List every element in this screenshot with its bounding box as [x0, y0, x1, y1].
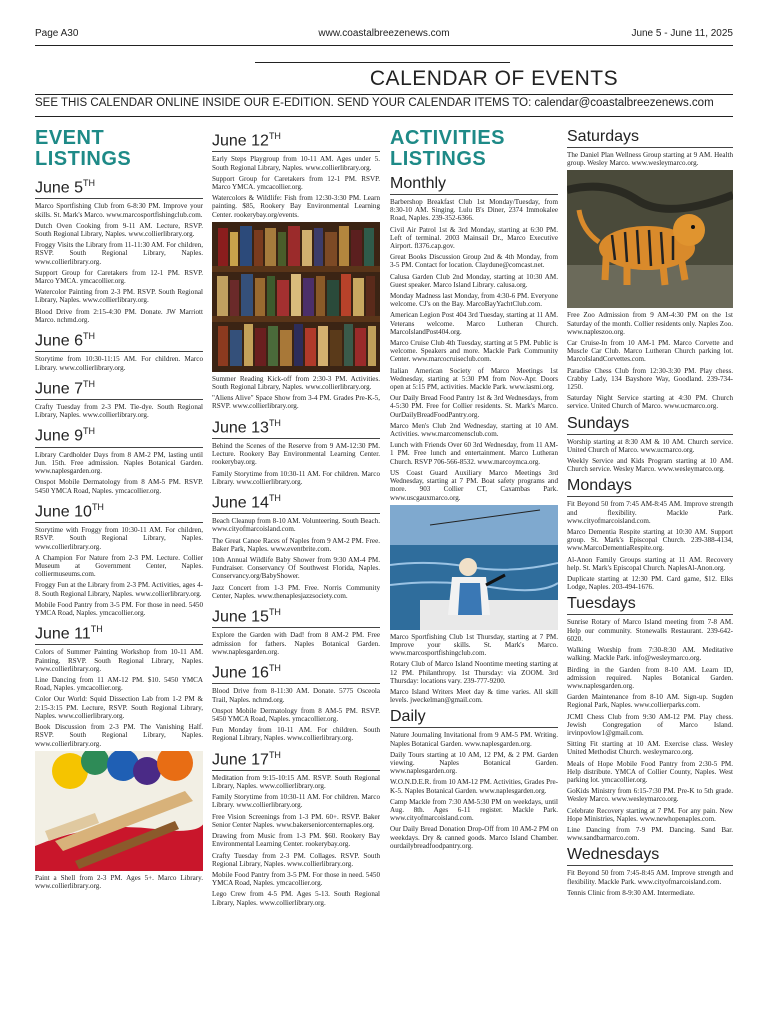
event-listings-heading: EVENT LISTINGS: [35, 127, 132, 170]
activity-item: Car Cruise-In from 10 AM-1 PM. Marco Corvette and Muscle Car Club. Marco Lutheran Church parking lot. MarcoIslandCorvettes.com.: [567, 339, 733, 364]
activity-item: Marco Men's Club 2nd Wednesday, starting at 10 AM. Activities. www.marcomensclub.com.: [390, 421, 558, 439]
tuesdays-heading: Tuesdays: [567, 594, 733, 615]
event-item: A Champion For Nature from 2-3 PM. Lecture. Collier Museum at Government Center, Naples. colliermuseums.com.: [35, 553, 203, 579]
activity-item: Marco Dementia Respite starting at 10:30 AM. Support group. St. Mark's Episcopal Church. 239-388-4134, www.MarcoDementiaRespite.org.: [567, 528, 733, 553]
event-item: 10th Annual Wildlife Baby Shower from 9:30 AM-4 PM. Fundraiser. Conservancy Of Southwest Florida, Naples. Conservancy.org/BabyShower.: [212, 556, 380, 581]
day-heading: June 6TH: [35, 327, 203, 352]
day-heading: June 7TH: [35, 375, 203, 400]
event-item: Dutch Oven Cooking from 9-11 AM. Lecture, RSVP. South Regional Library, Naples. www.collierlibrary.org.: [35, 221, 203, 238]
header-rule: [35, 45, 733, 46]
event-item: Book Discussion from 2-3 PM. The Vanishing Half. RSVP. South Regional Library, Naples. www.collierlibrary.org.: [35, 723, 203, 748]
event-item: Mobile Food Pantry from 3-5 PM. For those in need. 5450 YMCA Road, Naples. ymcacollier.org.: [212, 870, 380, 888]
event-item: Explore the Garden with Dad! from 8 AM-2 PM. Free admission for fathers. Naples Botanical Garden. www.naplesgarden.org.: [212, 631, 380, 656]
event-item: Color Our World: Squid Dissection Lab from 1-2 PM & 2:15-3:15 PM. Lecture, RSVP. South Regional Library, Naples. www.collierlibrary.org.: [35, 695, 203, 720]
event-item: Support Group for Caretakers from 12-1 PM. RSVP. Marco YMCA. ymcacollier.org.: [212, 174, 380, 191]
mondays-heading: Mondays: [567, 476, 733, 497]
activities-listings-heading: ACTIVITIES LISTINGS: [390, 127, 506, 170]
day-heading: June 14TH: [212, 489, 380, 514]
activity-item: US Coast Guard Auxiliary Marco Meetings 3rd Wednesday, starting at 7 PM. Boat safety programs and more. 903 Collier CT, Caxambas Park. www.uscgauxmarco.org.: [390, 468, 558, 502]
activity-item: Marco Cruise Club 4th Tuesday, starting at 5 PM. Public is welcome. Speakers and more. Mackle Park Community Center. www.marcocruiseclub.com.: [390, 339, 558, 364]
daily-heading: Daily: [390, 707, 558, 728]
activity-item: Al-Anon Family Groups starting at 11 AM. Recovery help. St. Mark's Episcopal Church. NaplesAl-Anon.org.: [567, 555, 733, 572]
event-item: The Great Canoe Races of Naples from 9 AM-2 PM. Free. Baker Park, Naples. www.eventbrite.com.: [212, 536, 380, 553]
event-item: Storytime with Froggy from 10:30-11 AM. For children, RSVP. South Regional Library, Naples. www.collierlibrary.org.: [35, 526, 203, 551]
event-item: Watercolors & Wildlife: Fish from 12:30-3:30 PM. Learn painting. $85, Rookery Bay Environmental Learning Center. rookerybay.org/events.: [212, 194, 380, 219]
event-item: Froggy Fun at the Library from 2-3 PM. Activities, ages 4-8. South Regional Library, Naples. www.collierlibrary.org.: [35, 581, 203, 598]
monthly-heading: Monthly: [390, 174, 558, 195]
title-rule-top: [255, 62, 510, 63]
activity-item: Line Dancing from 7-9 PM. Dancing. Sand Bar. www.sandbarmarco.com.: [567, 825, 733, 843]
activity-item: Civil Air Patrol 1st & 3rd Monday, starting at 6:30 PM. Left of terminal. 2003 Mainsail Dr., Marco Executive Airport. fl376.cap.gov.: [390, 225, 558, 251]
activity-item: Sunrise Rotary of Marco Island meeting from 7-8 AM. Help our community. Stonewalls Restaurant. 239-642-6020.: [567, 618, 733, 643]
summer-reading-caption: Summer Reading Kick-off from 2:30-3 PM. Activities. South Regional Library, Naples. www.collierlibrary.org.: [212, 374, 380, 391]
june-12-17-column: [212, 125, 380, 1014]
event-item: Crafty Tuesday from 2-3 PM. Tie-dye. South Regional Library, Naples. www.collierlibrary.org.: [35, 403, 203, 420]
activity-item: Daily Tours starting at 10 AM, 12 PM, & 2 PM. Garden viewing. Naples Botanical Garden. www.naplesgarden.org.: [390, 750, 558, 776]
event-item: Blood Drive from 8-11:30 AM. Donate. 5775 Osceola Trail, Naples. nchmd.org.: [212, 687, 380, 704]
activity-item: Lunch with Friends Over 60 3rd Wednesday, from 11 AM-1 PM. Free lunch and entertainment. Marco Lutheran Church. RSVP 706-566-8532. www.marcoymca.org.: [390, 441, 558, 466]
subtitle-rule: [35, 116, 733, 117]
page-subtitle: SEE THIS CALENDAR ONLINE INSIDE OUR E-EDITION. SEND YOUR CALENDAR ITEMS TO: calendar@coastalbreezenews.com: [35, 97, 714, 109]
activity-item: Nature Journaling Invitational from 9 AM-5 PM. Writing. Naples Botanical Garden. www.naplesgarden.org.: [390, 731, 558, 748]
day-heading: June 5TH: [35, 174, 203, 199]
activity-item: Our Daily Bread Donation Drop-Off from 10 AM-2 PM on weekdays. Dry & canned goods. Marco Island Chamber. ourdailybreadfoodpantry.org.: [390, 825, 558, 850]
event-item: Colors of Summer Painting Workshop from 10-11 AM. Painting. RSVP. South Regional Library, Naples. www.collierlibrary.org.: [35, 648, 203, 673]
activity-item: Monday Madness last Monday, from 4:30-6 PM. Everyone welcome. CJ's on the Bay. MarcoBayYachtClub.com.: [390, 292, 558, 309]
activity-item: The Daniel Plan Wellness Group starting at 9 AM. Health group. Wesley Marco. www.wesleymarco.org.: [567, 151, 733, 168]
wednesdays-heading: Wednesdays: [567, 845, 733, 866]
event-item: Meditation from 9:15-10:15 AM. RSVP. South Regional Library, Naples. www.collierlibrary.org.: [212, 773, 380, 791]
event-item: Lego Crew from 4-5 PM. Ages 5-13. South Regional Library, Naples. www.collierlibrary.org.: [212, 890, 380, 907]
activity-item: GoKids Ministry from 6:15-7:30 PM. Pre-K to 5th grade. Wesley Marco. www.wesleymarco.org.: [567, 787, 733, 804]
site-url[interactable]: www.coastalbreezenews.com: [318, 28, 450, 39]
event-item: Crafty Tuesday from 2-3 PM. Collages. RSVP. South Regional Library, Naples. www.collierlibrary.org.: [212, 851, 380, 868]
bookshelf-photo: [212, 222, 380, 372]
zoo-caption: Free Zoo Admission from 9 AM-4:30 PM on the 1st Saturday of the month. Collier residents only. Naples Zoo. www.napleszoo.org.: [567, 311, 733, 336]
activity-item: Tennis Clinic from 8-9:30 AM. Intermediate.: [567, 888, 695, 897]
activity-item: Celebrate Recovery starting at 7 PM. For any pain. New Hope Ministries, Naples. www.newhopenaples.com.: [567, 806, 733, 823]
activity-item: Marco Island Writers Meet day & time varies. All skill levels. jweckelman@gmail.com.: [390, 687, 558, 705]
day-heading: June 12TH: [212, 127, 380, 152]
activity-item: Our Daily Bread Food Pantry 1st & 3rd Wednesdays, from 4-5:30 PM. Free for Collier residents. St. Mark's Marco. OurDailyBreadFoodPantry.org.: [390, 394, 558, 419]
activity-item: Paradise Chess Club from 12:30-3:30 PM. Play chess. Crabby Lady, 134 Bayshore Way, Goodland. 239-734-1250.: [567, 366, 733, 392]
event-item: Family Storytime from 10:30-11 AM. For children. Marco Library. www.collierlibrary.org.: [212, 469, 380, 486]
event-item: Beach Cleanup from 8-10 AM. Volunteering. South Beach. www.cityofmarcoisland.com.: [212, 517, 380, 534]
weekly-column: [567, 125, 733, 1014]
day-heading: June 9TH: [35, 422, 203, 447]
page-header: [35, 28, 733, 44]
activity-item: Duplicate starting at 12:30 PM. Card game, $12. Elks Lodge, Naples. 203-494-1676.: [567, 575, 733, 592]
page-number: Page A30: [35, 28, 79, 39]
event-item: Early Steps Playgroup from 10-11 AM. Ages under 5. South Regional Library, Naples. www.collierlibrary.org.: [212, 155, 380, 172]
day-heading: June 15TH: [212, 603, 380, 628]
activity-item: Fit Beyond 50 from 7:45 AM-8:45 AM. Improve strength and flexibility. Mackle Park. www.cityofmarcoisland.com.: [567, 500, 733, 525]
event-item: Froggy Visits the Library from 11-11:30 AM. For children, RSVP. South Regional Library, Naples. www.collierlibrary.org.: [35, 241, 203, 266]
paintbrush-photo: [35, 751, 203, 871]
event-item: Jazz Concert from 1-3 PM. Free. Norris Community Center, Naples. www.thenaplesjazzsociety.com.: [212, 583, 380, 600]
activity-item: Worship starting at 8:30 AM & 10 AM. Church service. United Church of Marco. www.ucmarco.org.: [567, 437, 733, 454]
event-item: Drawing from Music from 1-3 PM. $60. Rookery Bay Environmental Learning Center. rookerybay.org.: [212, 832, 380, 849]
day-heading: June 11TH: [35, 620, 203, 645]
activities-column: [390, 125, 558, 1014]
activity-item: Rotary Club of Marco Island Noontime meeting starting at 12 PM. Philanthropy. 1st Thursday: via ZOOM. 3rd Thursday: locations vary. 239-777-9200.: [390, 660, 558, 685]
event-item: Support Group for Caretakers from 12-1 PM. RSVP. Marco YMCA. ymcacollier.org.: [35, 268, 203, 285]
activity-item: Weekly Service and Kids Program starting at 10 AM. Church service. Wesley Marco. www.wesleymarco.org.: [567, 457, 733, 474]
activity-item: Sitting Fit starting at 10 AM. Exercise class. Wesley United Methodist Church. wesleymarco.org.: [567, 740, 733, 757]
event-listings-column: [35, 125, 203, 1014]
sundays-heading: Sundays: [567, 414, 733, 435]
activity-item: Fit Beyond 50 from 7:45-8:45 AM. Improve strength and flexibility. Mackle Park. www.cityofmarcoisland.com.: [567, 869, 733, 886]
event-item: Storytime from 10:30-11:15 AM. For children. Marco Library. www.collierlibrary.org.: [35, 355, 203, 372]
event-item: Onspot Mobile Dermatology from 8 AM-5 PM. RSVP. 5450 YMCA Road, Naples. ymcacollier.org.: [212, 706, 380, 723]
title-rule-bottom: [35, 94, 733, 95]
event-item: Free Vision Screenings from 1-3 PM. 60+. RSVP. Baker Senior Center Naples. www.bakerseniorcenternaples.org.: [212, 812, 380, 829]
activity-item: Birding in the Garden from 8-10 AM. Learn ID, admission required. Naples Botanical Garden. www.naplesgarden.org.: [567, 665, 733, 690]
fishing-photo: [390, 505, 558, 630]
event-item: Marco Sportfishing Club from 6-8:30 PM. Improve your skills. St. Mark's Marco. www.marcosportfishingclub.com.: [35, 202, 203, 219]
activity-item: Great Books Discussion Group 2nd & 4th Monday, from 3-5 PM. Contact for location. Claydune@comcast.net.: [390, 253, 558, 270]
event-item: Watercolor Painting from 2-3 PM. RSVP. South Regional Library, Naples. www.collierlibrary.org.: [35, 288, 203, 305]
paint-shell-caption: Paint a Shell from 2-3 PM. Ages 5+. Marco Library. www.collierlibrary.org.: [35, 873, 203, 890]
event-item: Family Storytime from 10:30-11 AM. For children. Marco Library. www.collierlibrary.org.: [212, 793, 380, 810]
event-item: Fun Monday from 10-11 AM. For children. South Regional Library, Naples. www.collierlibrary.org.: [212, 726, 380, 743]
event-item: Onspot Mobile Dermatology from 8 AM-5 PM. RSVP. 5450 YMCA Road, Naples. ymcacollier.org.: [35, 478, 203, 495]
activity-item: JCMI Chess Club from 9:30 AM-12 PM. Play chess. Jewish Congregation of Marco Island. irvinpovlow1@gmail.com.: [567, 712, 733, 737]
activity-item: Saturday Night Service starting at 4:30 PM. Church service. United Church of Marco. www.ucmarco.org.: [567, 394, 733, 411]
aliens-alive-caption: "Aliens Alive" Space Show from 3-4 PM. Grades Pre-K-5, RSVP. www.collierlibrary.org.: [212, 394, 380, 411]
saturdays-heading: Saturdays: [567, 127, 733, 148]
day-heading: June 17TH: [212, 746, 380, 771]
sportfishing-caption: Marco Sportfishing Club 1st Thursday, starting at 7 PM. Improve your skills. St. Mark's Marco. www.marcosportfishingclub.com.: [390, 632, 558, 658]
activity-item: Meals of Hope Mobile Food Pantry from 2:30-5 PM. Help distribute. YMCA of Collier County, Naples. West parking lot. ymcacollier.org.: [567, 759, 733, 784]
activity-item: Garden Maintenance from 8-10 AM. Sign-up. Sugden Regional Park, Naples. www.collierparks.com.: [567, 693, 733, 710]
activity-item: Italian American Society of Marco Meetings 1st Wednesday, starting at 5:30 PM from Nov-Apr. Doors open at 5:15 PM, activities. Mackle Park. www.iasmi.org.: [390, 366, 558, 392]
activity-item: American Legion Post 404 3rd Tuesday, starting at 11 AM. Veterans welcome. Marco Lutheran Church. MarcoIslandPost404.org.: [390, 311, 558, 336]
activity-item: Calusa Garden Club 2nd Monday, starting at 10:30 AM. Guest speaker. Marco Island Library. calusa.org.: [390, 272, 558, 289]
activity-item: Barbershop Breakfast Club 1st Monday/Tuesday, from 8:30-10 AM. Singing. Lulu B's Diner, 2374 Immokalee Road, Naples. 239-352-6366.: [390, 198, 558, 223]
tiger-photo: [567, 170, 733, 308]
page-title: CALENDAR OF EVENTS: [369, 67, 619, 90]
activity-item: Camp Mackle from 7:30 AM-5:30 PM on weekdays, until Aug. 8th. Ages 6-11 register. Mackle Park. www.cityofmarcoisland.com.: [390, 797, 558, 823]
activity-item: Walking Worship from 7:30-8:30 AM. Meditative walking. Mackle Park. info@wesleymarco.org.: [567, 646, 733, 663]
event-item: Line Dancing from 11 AM-12 PM. $10. 5450 YMCA Road, Naples. ymcacollier.org.: [35, 676, 203, 693]
event-item: Mobile Food Pantry from 3-5 PM. For those in need. 5450 YMCA Road, Naples. ymcacollier.org.: [35, 600, 203, 617]
day-heading: June 13TH: [212, 414, 380, 439]
event-item: Blood Drive from 2:15-4:30 PM. Donate. JW Marriott Marco. nchmd.org.: [35, 307, 203, 324]
day-heading: June 16TH: [212, 659, 380, 684]
activity-item: W.O.N.D.E.R. from 10 AM-12 PM. Activities, Grades Pre-K-5. Naples Botanical Garden. www.naplesgarden.org.: [390, 778, 558, 795]
event-item: Library Cardholder Days from 8 AM-2 PM, lasting until Jun. 15th. Free admission. Naples Botanical Garden. www.naplesgarden.org.: [35, 450, 203, 476]
event-item: Behind the Scenes of the Reserve from 9 AM-12:30 PM. Lecture. Rookery Bay Environmental Learning Center. rookerybay.org.: [212, 441, 380, 467]
issue-date: June 5 - June 11, 2025: [631, 28, 733, 39]
day-heading: June 10TH: [35, 498, 203, 523]
